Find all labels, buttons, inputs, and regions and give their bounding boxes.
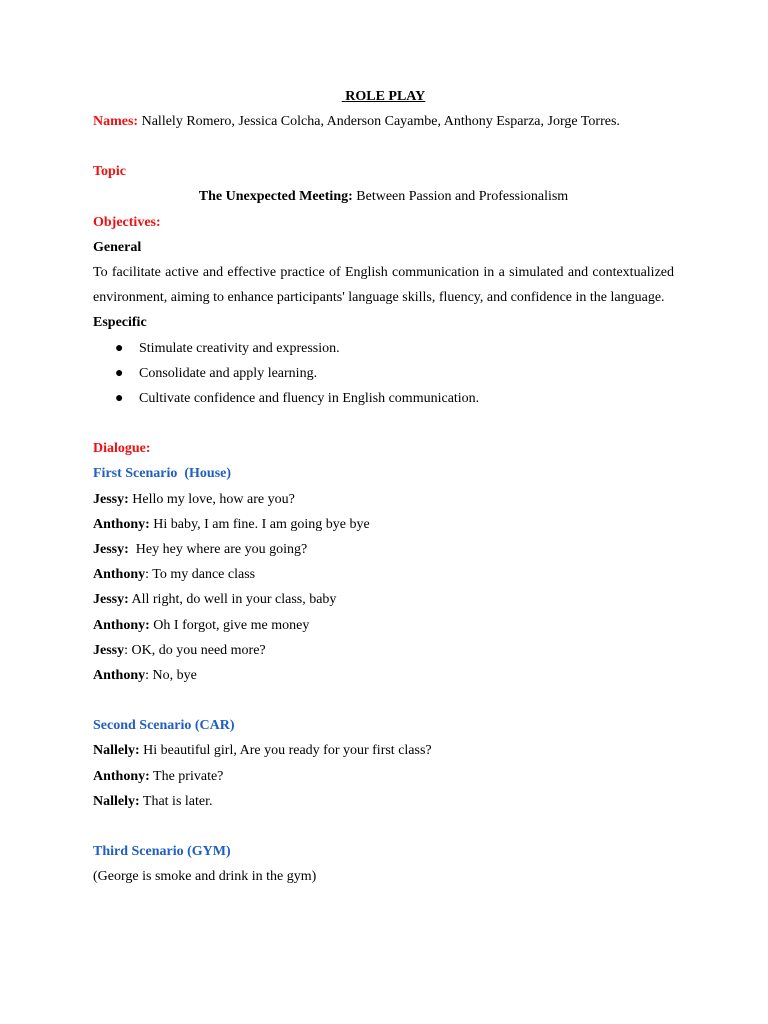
dialogue-text: All right, do well in your class, baby bbox=[128, 592, 337, 608]
dialogue-text: : OK, do you need more? bbox=[124, 642, 266, 658]
names-paragraph bbox=[93, 109, 674, 134]
dialogue-text: Hello my love, how are you? bbox=[128, 491, 295, 507]
names-value: Nallely Romero, Jessica Colcha, Anderson Cayambe, Anthony Esparza, Jorge Torres. bbox=[138, 114, 620, 129]
list-item bbox=[93, 336, 674, 361]
dialogue-line bbox=[93, 613, 674, 638]
objectives-label: Objectives: bbox=[93, 214, 161, 230]
dialogue-text: : To my dance class bbox=[145, 567, 256, 583]
speaker-name: Jessy bbox=[93, 642, 125, 658]
dialogue-text: Hi beautiful girl, Are you ready for your first class? bbox=[139, 743, 432, 759]
spacer bbox=[93, 814, 674, 839]
dialogue-text: : No, bye bbox=[145, 668, 197, 684]
dialogue-line bbox=[93, 587, 674, 612]
speaker-name: Nallely: bbox=[93, 793, 140, 809]
dialogue-line bbox=[93, 764, 674, 789]
dialogue-line bbox=[93, 487, 674, 512]
dialogue-line bbox=[93, 789, 674, 814]
list-item-text: Consolidate and apply learning. bbox=[139, 365, 318, 381]
list-item bbox=[93, 386, 674, 411]
speaker-name: Jessy: bbox=[93, 491, 129, 507]
speaker-name: Anthony: bbox=[93, 617, 150, 633]
document-body bbox=[93, 84, 674, 889]
general-label: General bbox=[93, 239, 142, 255]
dialogue-line bbox=[93, 512, 674, 537]
specific-label: Especific bbox=[93, 315, 147, 331]
spacer bbox=[93, 134, 674, 159]
scenario-heading-house: First Scenario (House) bbox=[93, 466, 232, 482]
dialogue-line bbox=[93, 738, 674, 763]
names-label: Names: bbox=[93, 114, 139, 129]
bullet-icon: ● bbox=[115, 365, 124, 381]
list-item-text: Stimulate creativity and expression. bbox=[139, 340, 340, 356]
topic-title-rest: Between Passion and Professionalism bbox=[352, 189, 569, 205]
dialogue-text: The private? bbox=[149, 768, 224, 784]
scenario-heading-gym: Third Scenario (GYM) bbox=[93, 844, 231, 860]
spacer bbox=[93, 688, 674, 713]
speaker-name: Nallely: bbox=[93, 743, 140, 759]
speaker-name: Anthony: bbox=[93, 516, 150, 532]
dialogue-text: Hi baby, I am fine. I am going bye bye bbox=[149, 516, 370, 532]
bullet-icon: ● bbox=[115, 340, 124, 356]
speaker-name: Anthony bbox=[93, 567, 146, 583]
spacer bbox=[93, 411, 674, 436]
speaker-name: Anthony: bbox=[93, 768, 150, 784]
scenario-heading-car: Second Scenario (CAR) bbox=[93, 718, 235, 734]
topic-title-bold: The Unexpected Meeting: bbox=[198, 189, 353, 205]
topic-label: Topic bbox=[93, 164, 126, 180]
list-item bbox=[93, 361, 674, 386]
speaker-name: Jessy: bbox=[93, 592, 129, 608]
list-item-text: Cultivate confidence and fluency in English communication. bbox=[139, 391, 480, 407]
specific-list bbox=[93, 336, 674, 412]
dialogue-label: Dialogue: bbox=[93, 441, 151, 457]
general-text: To facilitate active and effective practice of English communication in a simulated and contextualized environment, aiming to enhance participants' language skills, fluency, and confidence in the language. bbox=[93, 265, 674, 306]
dialogue-line bbox=[93, 537, 674, 562]
dialogue-line bbox=[93, 562, 674, 587]
dialogue-text: Hey hey where are you going? bbox=[128, 542, 308, 558]
dialogue-text: That is later. bbox=[139, 793, 213, 809]
topic-title bbox=[93, 184, 674, 209]
page-title: ROLE PLAY bbox=[341, 89, 426, 104]
scenario-note: (George is smoke and drink in the gym) bbox=[93, 869, 317, 885]
speaker-name: Anthony bbox=[93, 668, 146, 684]
dialogue-line bbox=[93, 663, 674, 688]
speaker-name: Jessy: bbox=[93, 542, 129, 558]
dialogue-text: Oh I forgot, give me money bbox=[149, 617, 310, 633]
bullet-icon: ● bbox=[115, 391, 124, 407]
dialogue-line bbox=[93, 638, 674, 663]
